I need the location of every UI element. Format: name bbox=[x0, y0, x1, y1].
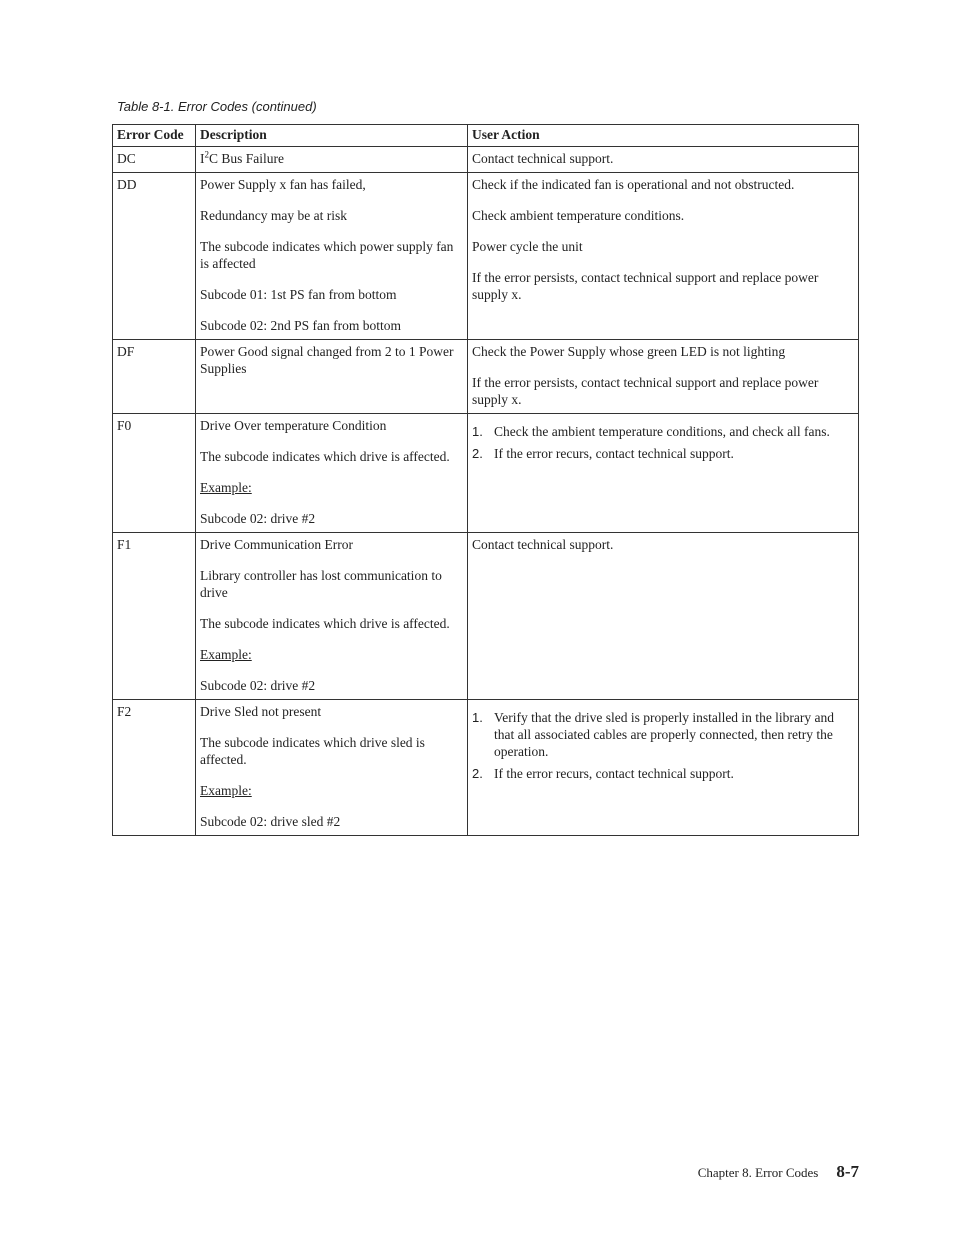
desc-paragraph: Subcode 02: 2nd PS fan from bottom bbox=[200, 318, 401, 333]
desc-paragraph: Redundancy may be at risk bbox=[200, 208, 347, 223]
desc-paragraph: The subcode indicates which drive is affected. bbox=[200, 616, 450, 631]
error-code: F1 bbox=[113, 533, 196, 700]
error-code: F0 bbox=[113, 414, 196, 533]
description bbox=[196, 414, 468, 533]
user-action: Contact technical support. bbox=[468, 147, 859, 173]
table-row bbox=[113, 533, 859, 700]
description bbox=[196, 340, 468, 414]
error-code: DC bbox=[113, 147, 196, 173]
step-text: If the error recurs, contact technical support. bbox=[494, 766, 734, 781]
table-row bbox=[113, 414, 859, 533]
action-steps bbox=[472, 423, 854, 462]
action-steps bbox=[472, 709, 854, 782]
user-action bbox=[468, 414, 859, 533]
action-paragraph: Check ambient temperature conditions. bbox=[472, 208, 685, 223]
error-codes-table bbox=[112, 124, 859, 836]
list-item bbox=[472, 765, 854, 782]
page-footer bbox=[698, 1162, 859, 1182]
example-label: Example: bbox=[200, 480, 252, 495]
desc-paragraph: Subcode 02: drive #2 bbox=[200, 511, 316, 526]
user-action bbox=[468, 173, 859, 340]
table-row bbox=[113, 173, 859, 340]
description bbox=[196, 173, 468, 340]
step-number: 2. bbox=[472, 446, 483, 461]
table-caption: Table 8-1. Error Codes (continued) bbox=[117, 99, 317, 114]
step-text: If the error recurs, contact technical support. bbox=[494, 446, 734, 461]
desc-paragraph: Subcode 02: drive sled #2 bbox=[200, 814, 341, 829]
action-paragraph: If the error persists, contact technical support and replace power supply x. bbox=[472, 375, 819, 407]
user-action: Contact technical support. bbox=[468, 533, 859, 700]
superscript: 2 bbox=[204, 149, 209, 160]
table-row bbox=[113, 147, 859, 173]
list-item bbox=[472, 423, 854, 440]
example-label: Example: bbox=[200, 783, 252, 798]
desc-paragraph: Subcode 01: 1st PS fan from bottom bbox=[200, 287, 397, 302]
action-paragraph: Check if the indicated fan is operational and not obstructed. bbox=[472, 177, 795, 192]
error-code: F2 bbox=[113, 700, 196, 836]
list-item bbox=[472, 709, 854, 760]
user-action bbox=[468, 340, 859, 414]
header-user-action: User Action bbox=[468, 125, 859, 147]
error-code: DD bbox=[113, 173, 196, 340]
desc-paragraph: Power Supply x fan has failed, bbox=[200, 177, 366, 192]
desc-paragraph: Drive Communication Error bbox=[200, 537, 353, 552]
description bbox=[196, 700, 468, 836]
table-row bbox=[113, 700, 859, 836]
desc-paragraph: Drive Over temperature Condition bbox=[200, 418, 387, 433]
description bbox=[196, 147, 468, 173]
desc-paragraph: The subcode indicates which drive sled is affected. bbox=[200, 735, 425, 767]
example-label: Example: bbox=[200, 647, 252, 662]
chapter-title: Chapter 8. Error Codes bbox=[697, 1165, 819, 1180]
desc-paragraph: Library controller has lost communication to drive bbox=[200, 568, 442, 600]
header-error-code: Error Code bbox=[113, 125, 196, 147]
desc-paragraph: Power Good signal changed from 2 to 1 Power Supplies bbox=[200, 344, 454, 376]
desc-text: I bbox=[200, 151, 205, 166]
desc-paragraph: Drive Sled not present bbox=[200, 704, 322, 719]
error-code: DF bbox=[113, 340, 196, 414]
desc-text: C Bus Failure bbox=[209, 151, 285, 166]
step-text: Verify that the drive sled is properly installed in the library and that all associated cables are properly connected, then retry the operation. bbox=[494, 710, 835, 759]
user-action bbox=[468, 700, 859, 836]
step-text: Check the ambient temperature conditions, and check all fans. bbox=[494, 424, 830, 439]
table-row bbox=[113, 340, 859, 414]
action-paragraph: Check the Power Supply whose green LED is not lighting bbox=[472, 344, 786, 359]
page-number: 8-7 bbox=[836, 1162, 859, 1181]
step-number: 2. bbox=[472, 766, 483, 781]
desc-paragraph: The subcode indicates which power supply fan is affected bbox=[200, 239, 454, 271]
action-paragraph: If the error persists, contact technical support and replace power supply x. bbox=[472, 270, 819, 302]
header-description: Description bbox=[196, 125, 468, 147]
desc-paragraph: The subcode indicates which drive is affected. bbox=[200, 449, 450, 464]
table-header-row bbox=[113, 125, 859, 147]
action-paragraph: Power cycle the unit bbox=[472, 239, 583, 254]
description bbox=[196, 533, 468, 700]
list-item bbox=[472, 445, 854, 462]
step-number: 1. bbox=[472, 710, 483, 725]
step-number: 1. bbox=[472, 424, 483, 439]
desc-paragraph: Subcode 02: drive #2 bbox=[200, 678, 316, 693]
